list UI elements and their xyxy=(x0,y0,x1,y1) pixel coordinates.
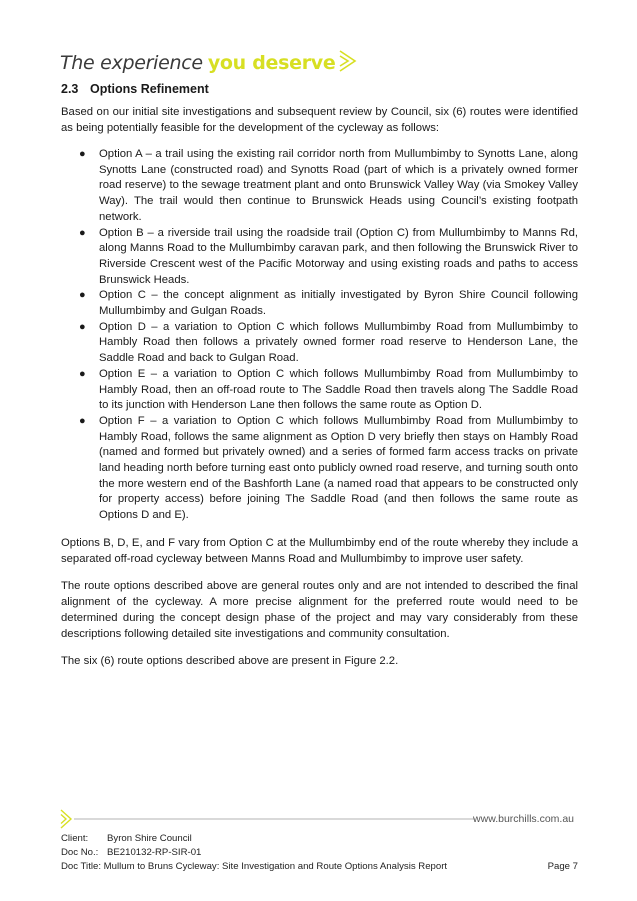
bullet-icon: ● xyxy=(79,367,86,380)
figure-reference-paragraph: The six (6) route options described above are present in Figure 2.2. xyxy=(61,654,399,667)
alignment-paragraph: The route options described above are general routes only and are not intended to described the final alignment of the cycleway. A more precise alignment for the preferred route would need to be determined during the concept design phase of the project and may vary considerably from these descriptions following detailed site investigations and community consultation. xyxy=(61,579,578,640)
option-f-text: Option F – a variation to Option C which follows Mullumbimby Road from Mullumbimby to Hambly Road, follows the same alignment as Option D very briefly then stays on Hambly Road (named and formed but privately owned) and a series of formed farm access tracks on private land heading north before turning east onto publicly owned road reserve, and turning south onto the more western end of the Bashforth Lane (a named road that appears to be constructed only for property access) before joining The Saddle Road (and then follows the same route as Options D and E). xyxy=(99,414,578,522)
list-item xyxy=(61,367,578,414)
list-item xyxy=(61,320,578,367)
footer-doctitle-row xyxy=(61,860,578,874)
tagline-part-1: The experience xyxy=(60,52,203,74)
chevron-logo-icon xyxy=(338,49,358,78)
tagline-part-2: you deserve xyxy=(207,52,336,74)
doctitle-label: Doc Title: xyxy=(61,861,101,872)
intro-paragraph: Based on our initial site investigations and subsequent review by Council, six (6) routes were identified as being potentially feasible for the development of the cycleway as follows: xyxy=(61,106,578,134)
page-number: Page 7 xyxy=(547,861,578,872)
list-item xyxy=(61,288,578,319)
main-content xyxy=(61,82,578,680)
footer-client-row xyxy=(61,832,578,846)
client-label: Client: xyxy=(61,833,89,844)
variation-paragraph: Options B, D, E, and F vary from Option C at the Mullumbimby end of the route whereby they include a separated off-road cycleway between Manns Road and Mullumbimby to improve user safety. xyxy=(61,536,578,565)
docno-label: Doc No.: xyxy=(61,847,99,858)
doctitle-value: Mullum to Bruns Cycleway: Site Investigation and Route Options Analysis Report xyxy=(103,861,448,872)
list-item xyxy=(61,226,578,289)
bullet-icon: ● xyxy=(79,414,86,427)
bullet-icon: ● xyxy=(79,226,86,239)
footer-website-link[interactable]: www.burchills.com.au xyxy=(473,813,574,825)
options-list xyxy=(61,147,578,524)
bullet-icon: ● xyxy=(79,289,86,302)
bullet-icon: ● xyxy=(79,148,86,160)
section-number: 2.3 xyxy=(61,82,79,96)
option-d-text: Option D – a variation to Option C which follows Mullumbimby Road from Mullumbimby to Hambly Road then follows a privately owned former road reserve to Henderson Lane, the Saddle Road and back to Gulgan Road. xyxy=(99,320,578,365)
list-item xyxy=(61,414,578,524)
section-title: Options Refinement xyxy=(90,82,209,96)
list-item xyxy=(61,147,578,226)
client-value: Byron Shire Council xyxy=(107,833,192,844)
bullet-icon: ● xyxy=(79,320,86,333)
footer-docno-row xyxy=(61,846,578,860)
brand-header xyxy=(60,48,358,78)
section-heading xyxy=(61,82,578,96)
docno-value: BE210132-RP-SIR-01 xyxy=(107,847,202,858)
brand-tagline xyxy=(60,52,335,74)
option-a-text: Option A – a trail using the existing rail corridor north from Mullumbimby to Synotts Lane, along Synotts Lane (constructed road) and Synotts Road (part of which is a privately owned former road reserve) to the sewage treatment plant and onto Brunswick Valley Way (via Smokey Valley Way). The trail would then continue to Brunswick Heads using Council’s existing footpath network. xyxy=(99,148,578,223)
option-b-text: Option B – a riverside trail using the roadside trail (Option C) from Mullumbimby to Manns Rd, along Manns Road to the Mullumbimby caravan park, and then following the Brunswick River to Riverside Crescent west of the Pacific Motorway and using existing roads and paths to access Brunswick Heads. xyxy=(99,226,578,286)
option-e-text: Option E – a variation to Option C which follows Mullumbimby Road from Mullumbimby to Hambly Road, then an off-road route to The Saddle Road then travels along The Saddle Road to its junction with Henderson Lane then follows the same route as Option D. xyxy=(99,367,578,412)
option-c-text: Option C – the concept alignment as initially investigated by Byron Shire Council following Mullumbimby and Gulgan Roads. xyxy=(99,289,578,318)
document-footer xyxy=(61,832,578,874)
